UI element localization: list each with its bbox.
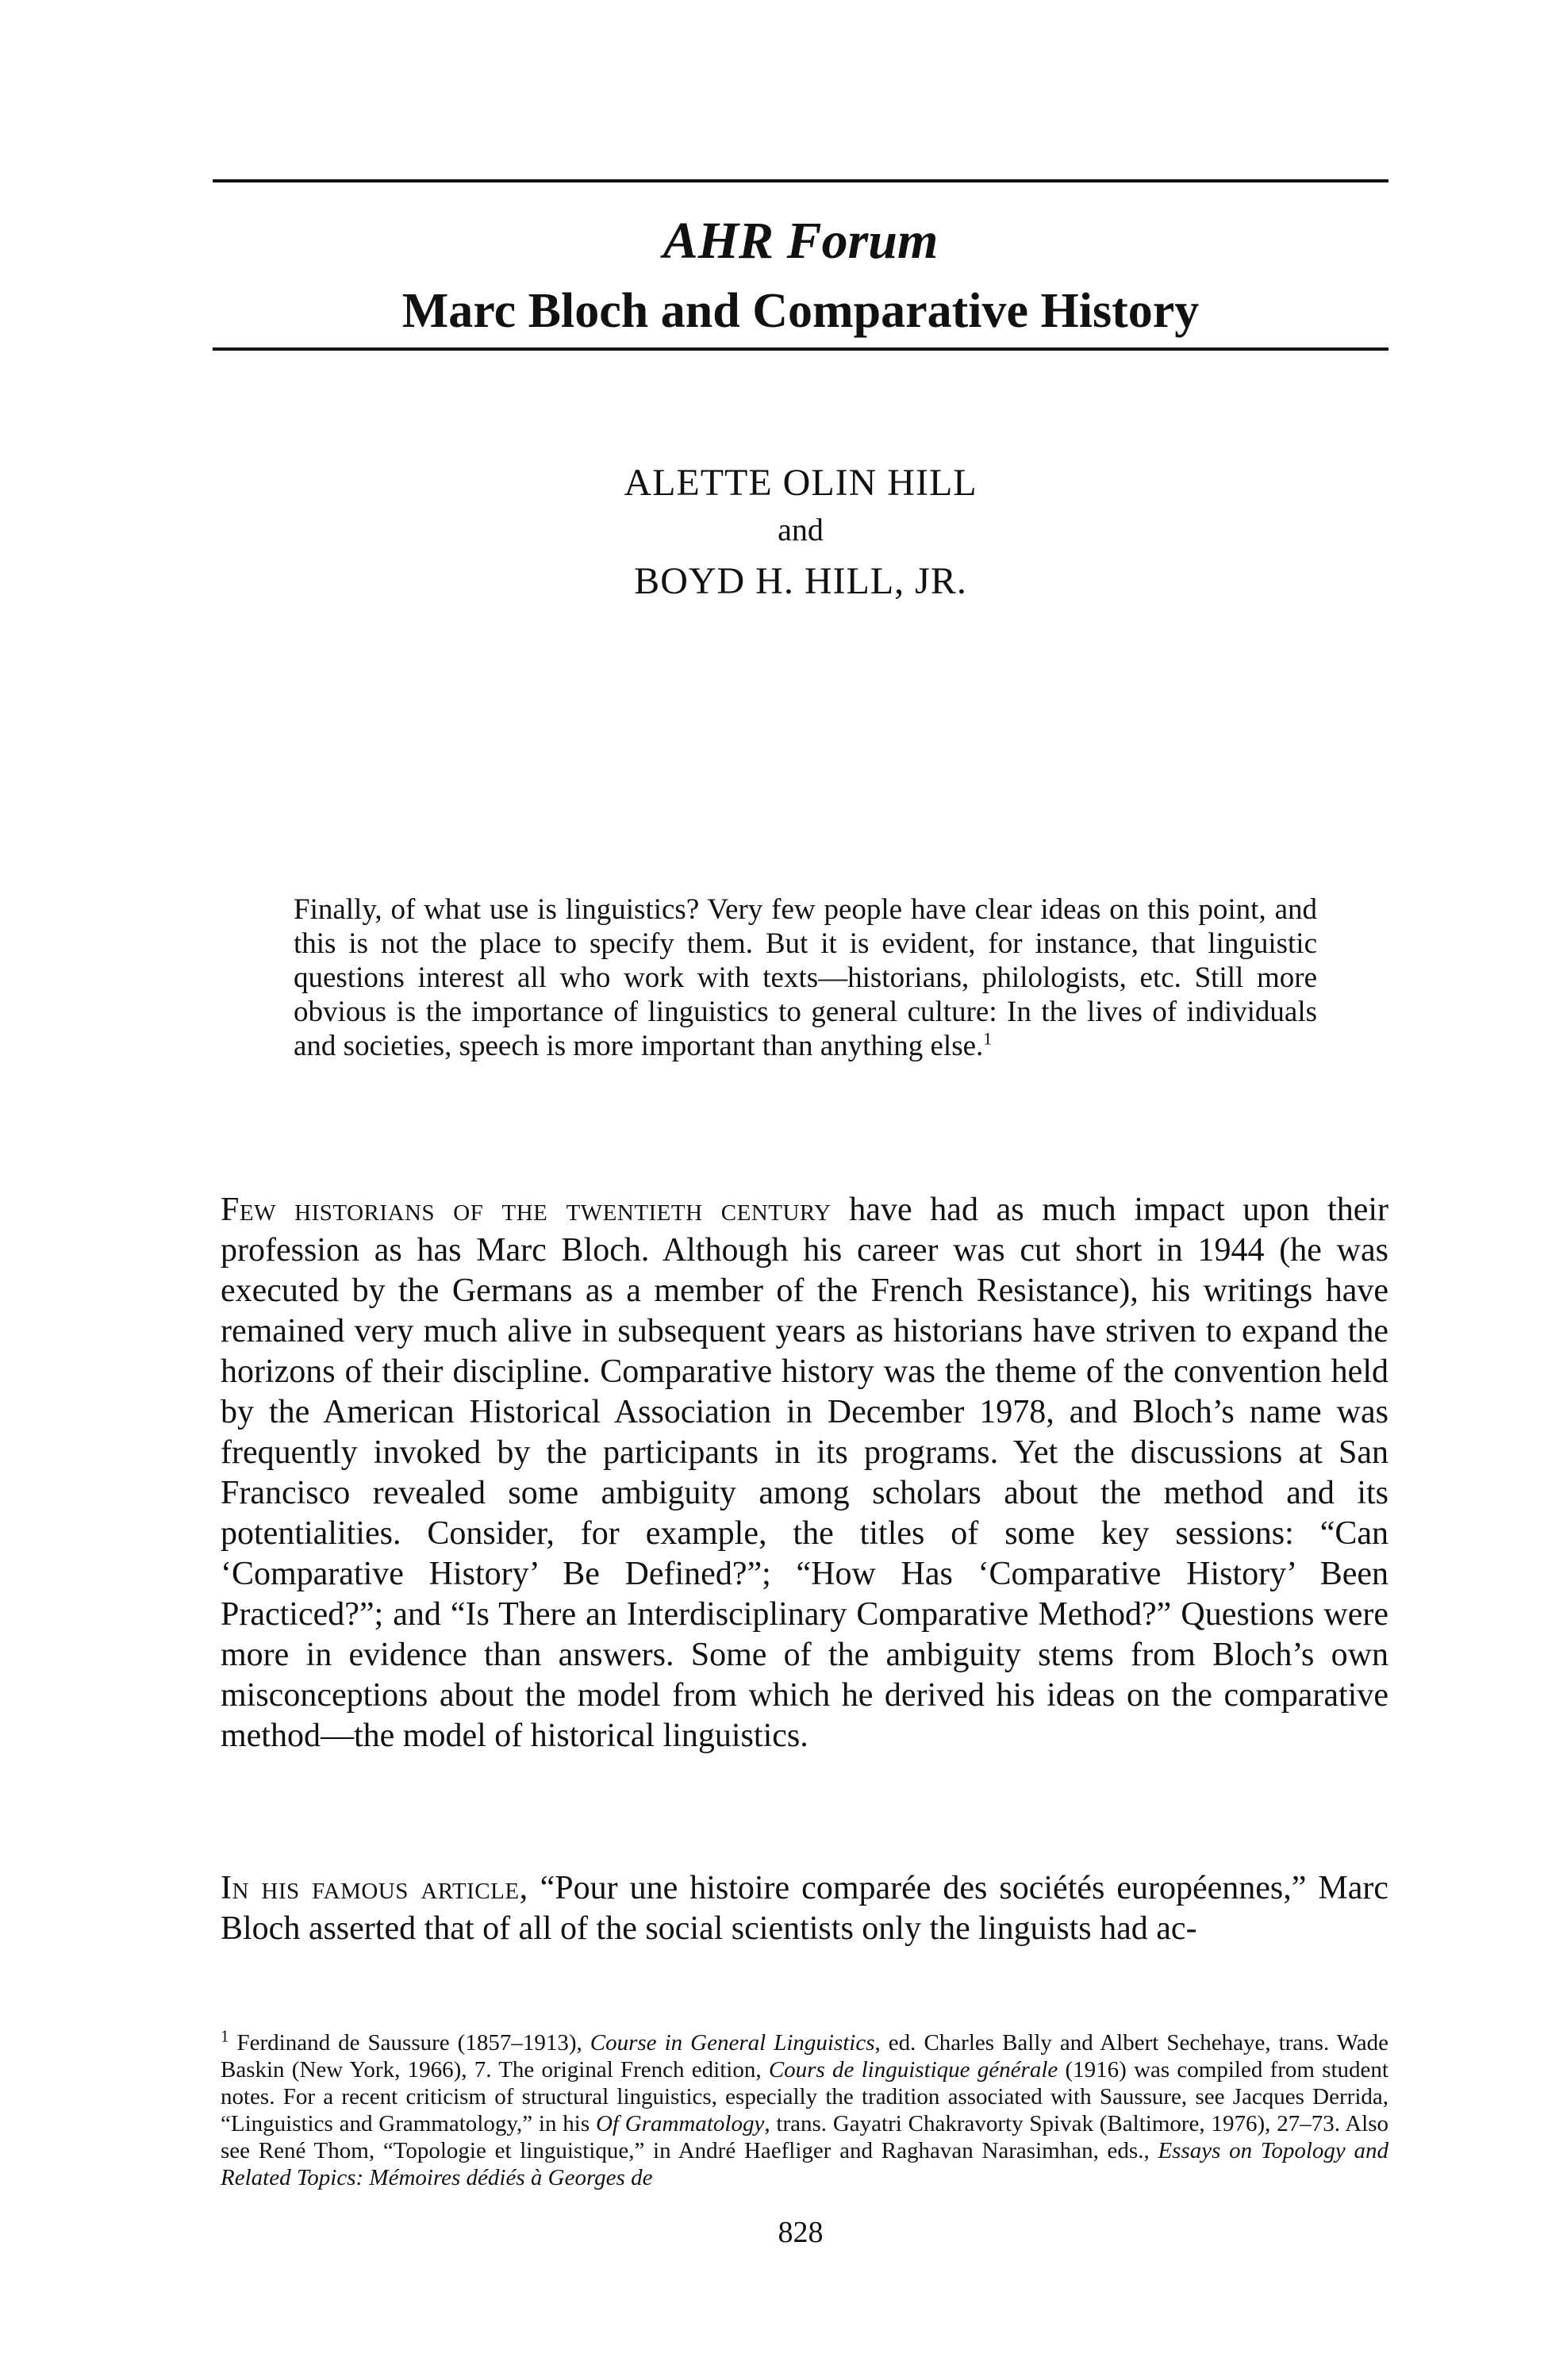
footnote-mark: 1 (221, 2026, 229, 2046)
footnote-text: , ed. Charles Bally and Albert Sechehaye, trans. Wade Baskin (New York, 1966), 7. The original French edition, (221, 2030, 1389, 2082)
author-block (213, 460, 1388, 604)
author-name-second: BOYD H. HILL, JR. (634, 559, 967, 602)
author-conjunction: and (778, 511, 824, 547)
paragraph-text: have had as much impact upon their profession as has Marc Bloch. Although his career was cut short in 1944 (he was executed by the Germans as a member of the French Resistance), his writings have remained very much alive in subsequent years as historians have striven to expand the horizons of their discipline. Comparative history was the theme of the convention held by the American Historical Association in December 1978, and Bloch’s name was frequently invoked by the participants in its programs. Yet the discussions at San Francisco revealed some ambiguity among scholars about the method and its potentialities. Consider, for example, the titles of some key sessions: “Can ‘Comparative History’ Be Defined?”; “How Has ‘Comparative History’ Been Practiced?”; and “Is There an Interdisciplinary Comparative Method?” Questions were more in evidence than answers. Some of the ambiguity stems from Bloch’s own misconceptions about the model from which he derived his ideas on the comparative method—the model of historical linguistics. (221, 1192, 1388, 1754)
page-number: 828 (778, 2216, 824, 2249)
footnote-title: Cours de linguistique générale (768, 2057, 1058, 2082)
author-name-first: ALETTE OLIN HILL (624, 462, 977, 504)
footnote-title: Of Grammatology (595, 2111, 765, 2136)
paragraph-lead-smallcaps: In his famous article, (221, 1870, 528, 1906)
footnote-text: Ferdinand de Saussure (1857–1913), (229, 2030, 590, 2056)
footnote-title: Course in General Linguistics (590, 2030, 875, 2056)
epigraph (294, 892, 1317, 1063)
footnote-1 (221, 2026, 1389, 2191)
body-paragraph-1 (221, 1190, 1388, 1756)
footnote-title: Essays on Topology and Related Topics: Mémoires dédiés à Georges de (221, 2138, 1388, 2190)
bottom-rule (213, 347, 1388, 351)
article-title: Marc Bloch and Comparative History (401, 284, 1200, 338)
paragraph-lead-smallcaps: Few historians of the twentieth century (221, 1192, 832, 1228)
body-paragraph-2 (221, 1868, 1388, 1949)
epigraph-footnote-ref: 1 (983, 1028, 993, 1049)
epigraph-text: Finally, of what use is linguistics? Very few people have clear ideas on this point, and this is not the place to specify them. But it is evident, for instance, that linguistic questions interest all who work with texts—historians, philologists, etc. Still more obvious is the importance of linguistics to general culture: In the lives of individuals and societies, speech is more important than anything else. (294, 893, 1317, 1062)
forum-title: AHR Forum (663, 212, 939, 270)
footnote-text: , trans. Gayatri Chakravorty Spivak (Baltimore, 1976), 27–73. Also see René Thom, “Topologie et linguistique,” in André Haefliger and Raghavan Narasimhan, eds., (221, 2111, 1388, 2163)
top-rule (213, 179, 1388, 182)
paragraph-text: “Pour une histoire comparée des sociétés européennes,” Marc Bloch asserted that of all of the social scientists only the linguists had ac- (221, 1870, 1388, 1947)
footnote-text: (1916) was compiled from student notes. For a recent criticism of structural linguistics, especially the tradition associated with Saussure, see Jacques Derrida, “Linguistics and Grammatology,” in his (221, 2057, 1388, 2136)
